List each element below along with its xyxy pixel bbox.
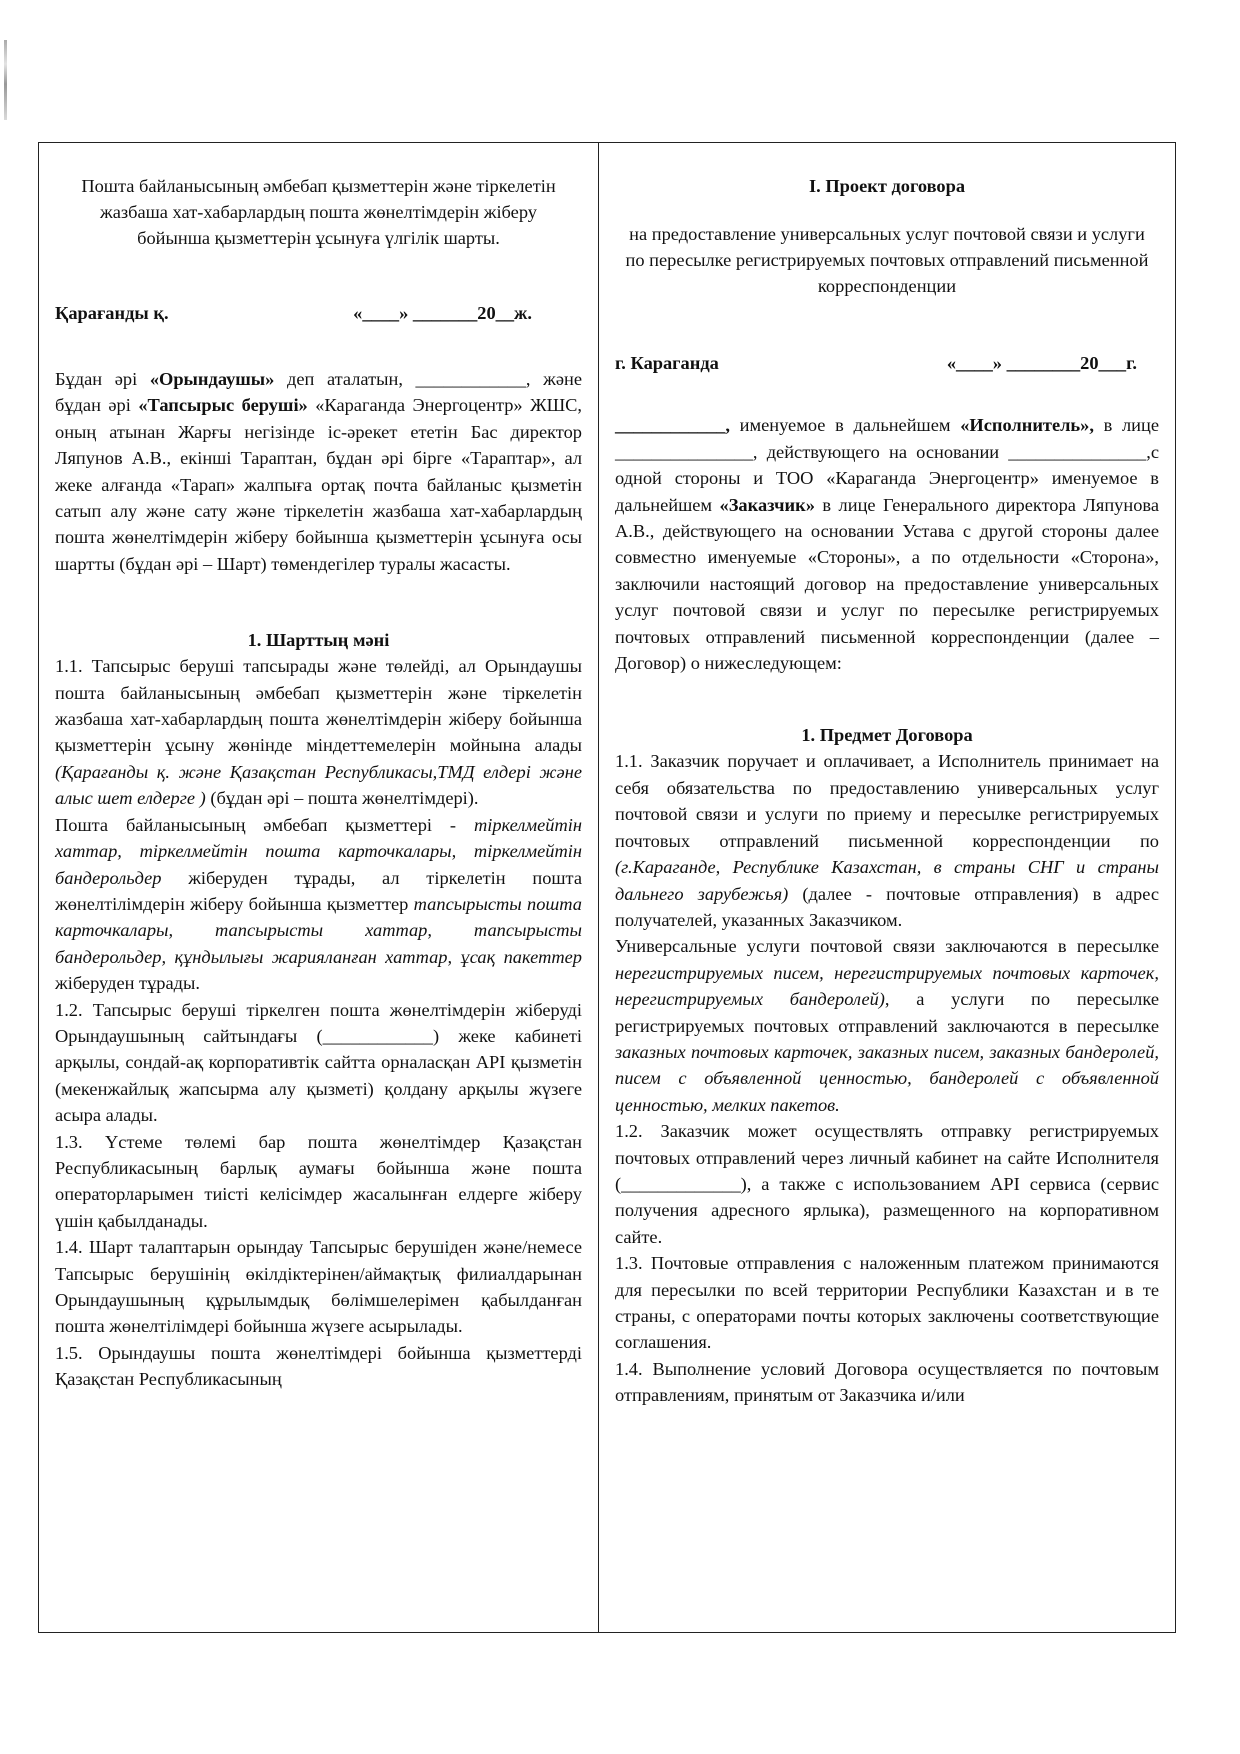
russian-clause-1-1-text-c: (далее - почтовые отправления) в адрес получателей, указанных Заказчиком. bbox=[615, 883, 1159, 930]
kazakh-preamble-text-3: «Караганда Энергоцентр» ЖШС, оның атынан Жарғы негізінде іс-әрекет ететін Бас директор Ляпунов А.В., екінші Тараптан, бұдан әрі бірге «Тараптар», ал жеке алғанда «Тарап» жалпыға ортақ почта байланыс қызметін сатып алу және сату және тіркелетін жазбаша хат-хабарлардың пошта жөнелтімдерін жіберу бойынша қызметтерін ұсынуға осы шартты (бұдан әрі – Шарт) төмендегілер туралы жасасты. bbox=[55, 395, 582, 574]
russian-executor-term: «Исполнитель», bbox=[960, 415, 1094, 436]
russian-contract-heading: I. Проект договора bbox=[808, 176, 966, 196]
russian-city-date-row bbox=[615, 353, 1159, 374]
russian-clause-1-2: 1.2. Заказчик может осуществлять отправку регистрируемых почтовых отправлений через личный кабинет на сайте Исполнителя (_____________), а также с использованием API сервиса (сервис получения адресного ярлыка), размещенного на корпоративном сайте. bbox=[615, 1121, 1159, 1247]
russian-clause-1-4: 1.4. Выполнение условий Договора осуществляется по почтовым отправлениям, принятым от Заказчика и/или bbox=[615, 1358, 1159, 1406]
kazakh-clause-1-2: 1.2. Тапсырыс беруші тіркелген пошта жөнелтімдерін жіберуді Орындаушының сайтындағы (____________) жеке кабинеті арқылы, сондай-ақ корпоративтік сайтта орналасқан API қызметін (мекенжайлық жапсырма алу қызметі) қолдану арқылы жүзеге асыра алады. bbox=[55, 999, 582, 1126]
russian-date: «____» ________20___г. bbox=[946, 353, 1137, 374]
russian-clause-1-1-text-a: 1.1. Заказчик поручает и оплачивает, а Исполнитель принимает на себя обязательства по предоставлению универсальных услуг почтовой связи и услуги по приему и пересылке регистрируемых почтовых отправлений письменной корреспонденции по bbox=[615, 751, 1159, 851]
russian-preamble-text-2: в лице _______________, действующего на основании _______________,с одной стороны и ТОО «Караганда Энергоцентр» именуемое в дальнейшем bbox=[615, 415, 1159, 515]
kazakh-registered-items: тапсырысты пошта карточкалары, тапсырысты хаттар, тапсырысты бандерольдер, құндылығы жарияланған хаттар, ұсақ пакеттер bbox=[55, 893, 582, 967]
russian-contract-title: на предоставление универсальных услуг почтовой связи и услуги по пересылке регистрируемых почтовых отправлений письменной корреспонденции bbox=[625, 224, 1149, 297]
kazakh-clause-1-4: 1.4. Шарт талаптарын орындау Тапсырыс берушіден және/немесе Тапсырыс берушінің өкілдіктерінен/аймақтық филиалдарынан Орындаушының құрылымдық бөлімшелерімен қабылданған пошта жөнелтілімдері бойынша жүзеге асырылады. bbox=[55, 1237, 582, 1337]
russian-column bbox=[599, 143, 1175, 1633]
kazakh-unregistered-items: тіркелмейтін хаттар, тіркелмейтін пошта карточкалары, тіркелмейтін бандерольдер bbox=[55, 814, 582, 888]
kazakh-section-1-heading: 1. Шарттың мәні bbox=[247, 630, 390, 651]
russian-registered-items: заказных почтовых карточек, заказных писем, заказных бандеролей, писем с объявленной ценностью, бандеролей с объявленной ценностью, мелких пакетов. bbox=[615, 1041, 1159, 1115]
kazakh-universal-services-end: жіберуден тұрады. bbox=[55, 973, 200, 994]
kazakh-contract-title: Пошта байланысының әмбебап қызметтерін және тіркелетін жазбаша хат-хабарлардың пошта жөнелтімдерін жіберу бойынша қызметтерін ұсынуға үлгілік шарты. bbox=[81, 176, 556, 248]
russian-preamble-text-1: именуемое в дальнейшем bbox=[729, 415, 961, 436]
russian-clause-1-1 bbox=[615, 748, 1159, 933]
russian-executor-blank: ____________, bbox=[615, 415, 730, 436]
kazakh-customer-term: «Тапсырыс берушi» bbox=[138, 395, 308, 416]
kazakh-city: Қарағанды қ. bbox=[55, 303, 169, 323]
russian-section-1-heading: 1. Предмет Договора bbox=[801, 725, 973, 746]
scan-edge-mark bbox=[4, 40, 7, 120]
kazakh-clause-1-3: 1.3. Үстеме төлемі бар пошта жөнелтімдер Қазақстан Республикасының барлық аумағы бойынша және пошта операторларымен тиісті келісімдер жасалынған елдерге жіберу үшін қабылданады. bbox=[55, 1131, 582, 1231]
russian-preamble bbox=[615, 412, 1159, 676]
kazakh-clause-1-1-text-a: 1.1. Тапсырыс беруші тапсырады және төлейді, ал Орындаушы пошта байланысының әмбебап қызметтерін және тіркелетін жазбаша хат-хабарлардың пошта жөнелтімдерін жіберу бойынша қызметтерін ұсыну жөнінде міндеттемелерін мойнына алады bbox=[55, 656, 582, 756]
russian-registered-services-text: , а услуги по пересылке регистрируемых почтовых отправлений заключаются в пересылке bbox=[615, 989, 1159, 1036]
kazakh-clause-1-1 bbox=[55, 653, 582, 811]
kazakh-registered-services-text: жіберуден тұрады, ал тіркелетін пошта жөнелтілімдерін жіберу бойынша қызметтер bbox=[55, 867, 582, 914]
russian-customer-term: «Заказчик» bbox=[719, 494, 815, 515]
kazakh-date: «____» _______20__ж. bbox=[353, 303, 532, 323]
russian-universal-services-text: Универсальные услуги почтовой связи заключаются в пересылке bbox=[615, 936, 1159, 957]
russian-unregistered-items: нерегистрируемых писем, нерегистрируемых почтовых карточек, нерегистрируемых бандеролей) bbox=[615, 962, 1159, 1010]
kazakh-universal-services-text: Пошта байланысының әмбебап қызметтері - bbox=[55, 814, 474, 835]
kazakh-clause-1-1-geography: (Қарағанды қ. және Қазақстан Республикасы,ТМД елдері және алыс шет елдерге ) bbox=[55, 761, 582, 809]
contract-table bbox=[38, 142, 1176, 1633]
kazakh-clause-1-5: 1.5. Орындаушы пошта жөнелтімдері бойынша қызметтерді Қазақстан Республикасының bbox=[55, 1342, 582, 1390]
kazakh-column bbox=[39, 143, 599, 1633]
russian-clause-1-1-geography: (г.Караганде, Республике Казахстан, в страны СНГ и страны дальнего зарубежья) bbox=[615, 857, 1159, 904]
russian-clause-1-3: 1.3. Почтовые отправления с наложенным платежом принимаются для пересылки по всей территории Республики Казахстан и в те страны, с операторами почты которых заключены соответствующие соглашения. bbox=[615, 1253, 1159, 1353]
russian-city: г. Караганда bbox=[615, 353, 719, 374]
russian-universal-services bbox=[615, 933, 1159, 1118]
table-bottom-border bbox=[39, 1632, 1175, 1633]
kazakh-universal-services bbox=[55, 812, 582, 997]
kazakh-executor-term: «Орындаушы» bbox=[149, 369, 275, 389]
kazakh-clause-1-1-text-c: (бұдан әрі – пошта жөнелтімдері). bbox=[205, 788, 479, 809]
russian-preamble-text-3: в лице Генерального директора Ляпунова А.В., действующего на основании Устава с другой стороны далее совместно именуемые «Стороны», а по отдельности «Сторона», заключили настоящий договор на предоставление универсальных услуг почтовой связи и услуг по пересылке регистрируемых почтовых отправлений письменной корреспонденции (далее – Договор) о нижеследующем: bbox=[615, 494, 1160, 674]
kazakh-preamble bbox=[55, 366, 582, 577]
kazakh-city-date-row bbox=[55, 303, 582, 324]
kazakh-preamble-text-2: деп аталатын, ____________, және бұдан әрі bbox=[55, 369, 582, 416]
kazakh-preamble-text-1: Бұдан әрі bbox=[55, 369, 150, 389]
